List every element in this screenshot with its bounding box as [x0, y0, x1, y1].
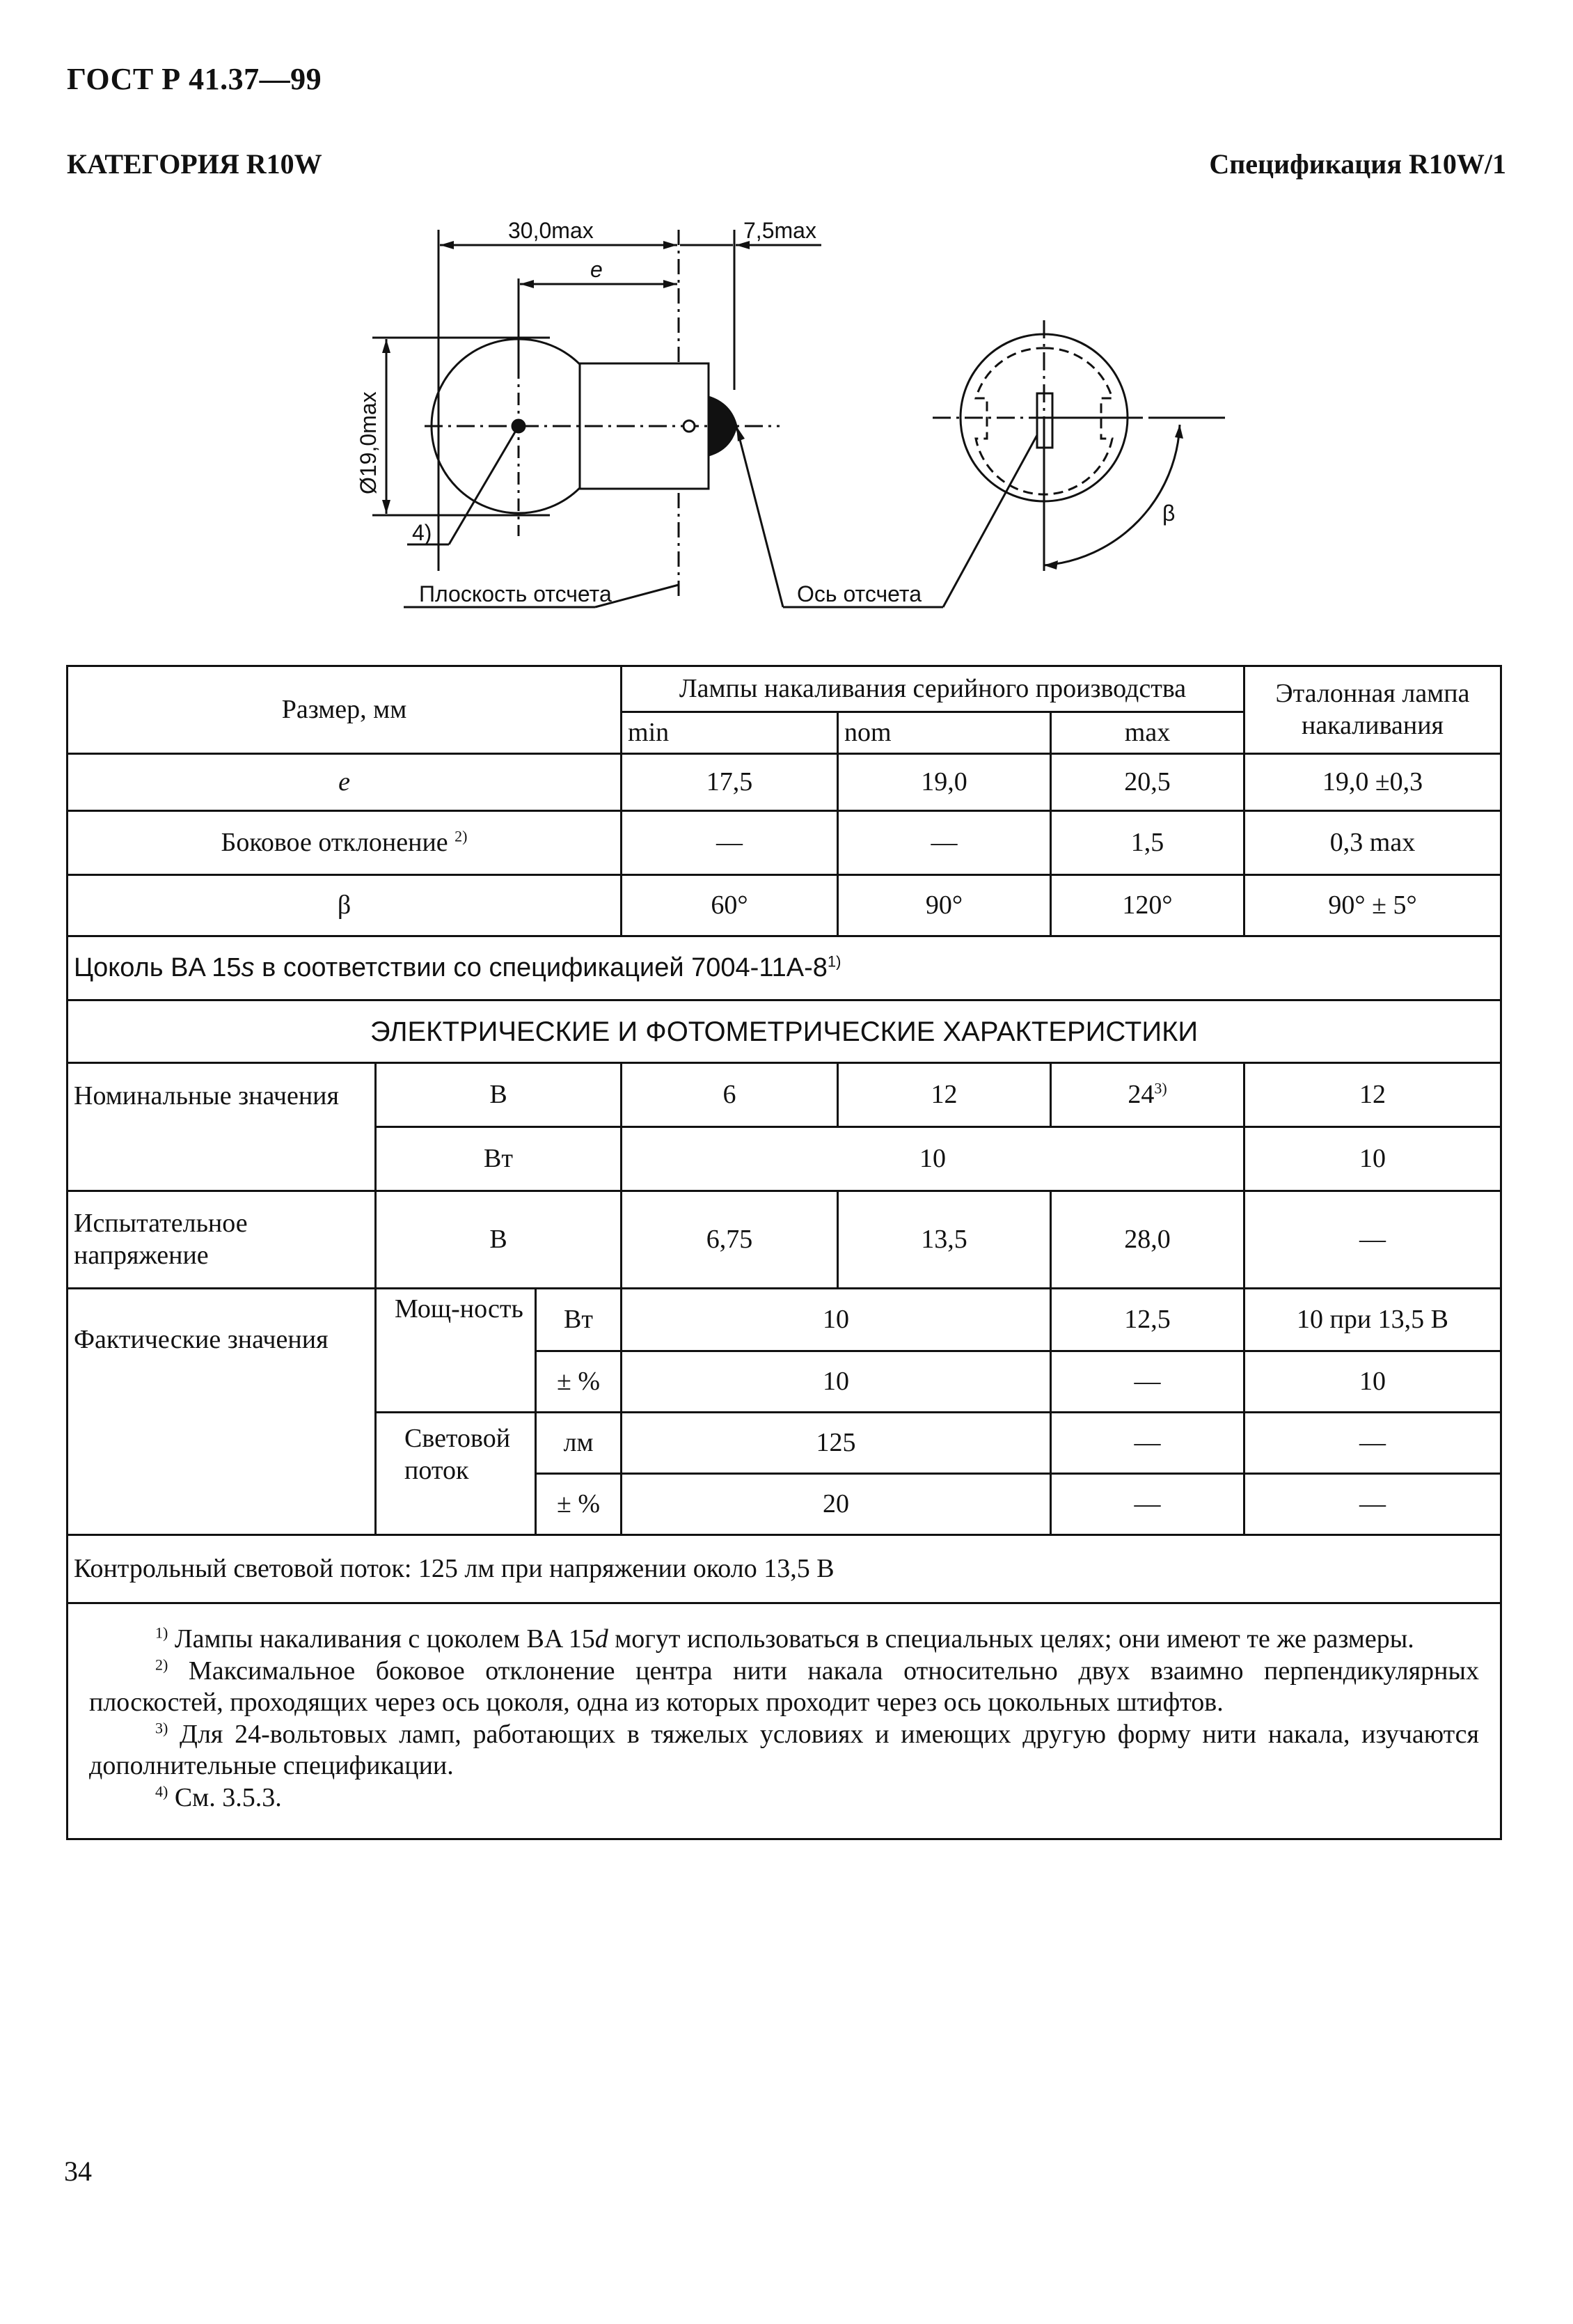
- control-flux-line: Контрольный световой поток: 125 лм при напряжении около 13,5 В: [68, 1535, 1501, 1603]
- power-value: 10: [622, 1289, 1051, 1351]
- nominal-w: 10: [622, 1127, 1244, 1191]
- actual-label: Фактические значения: [68, 1289, 376, 1535]
- reference-axis-label: Ось отсчета: [797, 581, 922, 606]
- nominal-w-unit: Вт: [376, 1127, 622, 1191]
- reference-header: Эталонная лампа накаливания: [1244, 666, 1501, 754]
- dimension-diameter-label: Ø19,0max: [356, 391, 381, 494]
- lamp-drawing: [320, 209, 1239, 627]
- row-min: 60°: [622, 875, 838, 936]
- nominal-v-6: 6: [622, 1063, 838, 1127]
- power-24: 12,5: [1051, 1289, 1244, 1351]
- power-tol-24: —: [1051, 1351, 1244, 1413]
- specification-title: Спецификация R10W/1: [1209, 148, 1506, 180]
- series-header: Лампы накаливания серийного производства: [622, 666, 1244, 712]
- col-min: min: [622, 712, 838, 754]
- footnote-4: $^{4)}$ См. 3.5.3.: [155, 1782, 282, 1812]
- flux-24: —: [1051, 1413, 1244, 1474]
- footnotes: [68, 1603, 1501, 1839]
- power-tol-ref: 10: [1244, 1351, 1501, 1413]
- test-v-6: 6,75: [622, 1191, 838, 1289]
- note4-leader: [449, 426, 519, 544]
- col-nom: nom: [838, 712, 1051, 754]
- row-ref: 90° ± 5°: [1244, 875, 1501, 936]
- power-ref: 10 при 13,5 В: [1244, 1289, 1501, 1351]
- footnote-3: $^{3)}$ Для 24-вольтовых ламп, работающих в тяжелых условиях и имеющих другую форму нити накала, изучаются дополнительные спецификации.: [89, 1719, 1480, 1781]
- flux-tol-ref: —: [1244, 1474, 1501, 1535]
- flux-tol: 20: [622, 1474, 1051, 1535]
- nominal-v-ref: 12: [1244, 1063, 1501, 1127]
- flux-tol-24: —: [1051, 1474, 1244, 1535]
- table-row: [68, 754, 1501, 811]
- col-max: max: [1051, 712, 1244, 754]
- test-v-ref: —: [1244, 1191, 1501, 1289]
- power-label: Мощ-ность: [376, 1289, 536, 1413]
- nominal-v-unit: В: [376, 1063, 622, 1127]
- row-nom: 19,0: [838, 754, 1051, 811]
- specification-table: [66, 665, 1502, 1840]
- test-label: Испытательное напряжение: [68, 1191, 376, 1289]
- nominal-v-12: 12: [838, 1063, 1051, 1127]
- reference-plane-label: Плоскость отсчета: [419, 581, 612, 606]
- dimension-cap-label: 7,5max: [743, 218, 816, 243]
- dimension-e-label: e: [590, 257, 603, 282]
- power-tol-unit: ± %: [536, 1351, 622, 1413]
- row-name: e: [68, 754, 622, 811]
- axis-leader: [736, 426, 783, 607]
- footnote-1: $^{1)}$ Лампы накаливания с цоколем BA 15d могут использоваться в специальных целях; они имеют те же размеры.: [155, 1624, 1414, 1654]
- flux-ref: —: [1244, 1413, 1501, 1474]
- row-max: 1,5: [1051, 811, 1244, 875]
- row-min: 17,5: [622, 754, 838, 811]
- row-name: β: [68, 875, 622, 936]
- row-min: —: [622, 811, 838, 875]
- table-row: [68, 811, 1501, 875]
- row-ref: 0,3 max: [1244, 811, 1501, 875]
- test-v-12: 13,5: [838, 1191, 1051, 1289]
- dimension-overall-label: 30,0max: [508, 218, 594, 243]
- row-ref: 19,0 ±0,3: [1244, 754, 1501, 811]
- document-code: ГОСТ Р 41.37—99: [67, 62, 322, 96]
- row-max: 120°: [1051, 875, 1244, 936]
- section-title: ЭЛЕКТРИЧЕСКИЕ И ФОТОМЕТРИЧЕСКИЕ ХАРАКТЕРИСТИКИ: [68, 1000, 1501, 1063]
- flux-label: Световой поток: [376, 1413, 536, 1535]
- row-nom: 90°: [838, 875, 1051, 936]
- row-max: 20,5: [1051, 754, 1244, 811]
- row-name: Боковое отклонение $^{2)}$: [68, 811, 622, 875]
- flux-value: 125: [622, 1413, 1051, 1474]
- category-title: КАТЕГОРИЯ R10W: [67, 148, 322, 180]
- nominal-v-24: 24$^{3)}$: [1051, 1063, 1244, 1127]
- size-header: Размер, мм: [68, 666, 622, 754]
- test-unit: В: [376, 1191, 622, 1289]
- note4-marker: 4): [412, 520, 432, 545]
- footnote-2: $^{2)}$ Максимальное боковое отклонение центра нити накала относительно двух взаимно перпендикулярных плоскостей, проходящих через ось цоколя, одна из которых проходит через ось цокольных штифтов.: [89, 1655, 1480, 1718]
- power-tol: 10: [622, 1351, 1051, 1413]
- cap-spec-line: Цоколь BA 15s в соответствии со спецификацией 7004-11A-8$^{1)}$: [68, 936, 1501, 1000]
- row-nom: —: [838, 811, 1051, 875]
- flux-unit: лм: [536, 1413, 622, 1474]
- table-row: [68, 875, 1501, 936]
- flux-tol-unit: ± %: [536, 1474, 622, 1535]
- beta-arc: [1044, 425, 1180, 565]
- test-v-24: 28,0: [1051, 1191, 1244, 1289]
- power-unit: Вт: [536, 1289, 622, 1351]
- page-number: 34: [64, 2156, 92, 2187]
- nominal-w-ref: 10: [1244, 1127, 1501, 1191]
- nominal-label: Номинальные значения: [68, 1063, 376, 1191]
- beta-label: β: [1162, 501, 1176, 526]
